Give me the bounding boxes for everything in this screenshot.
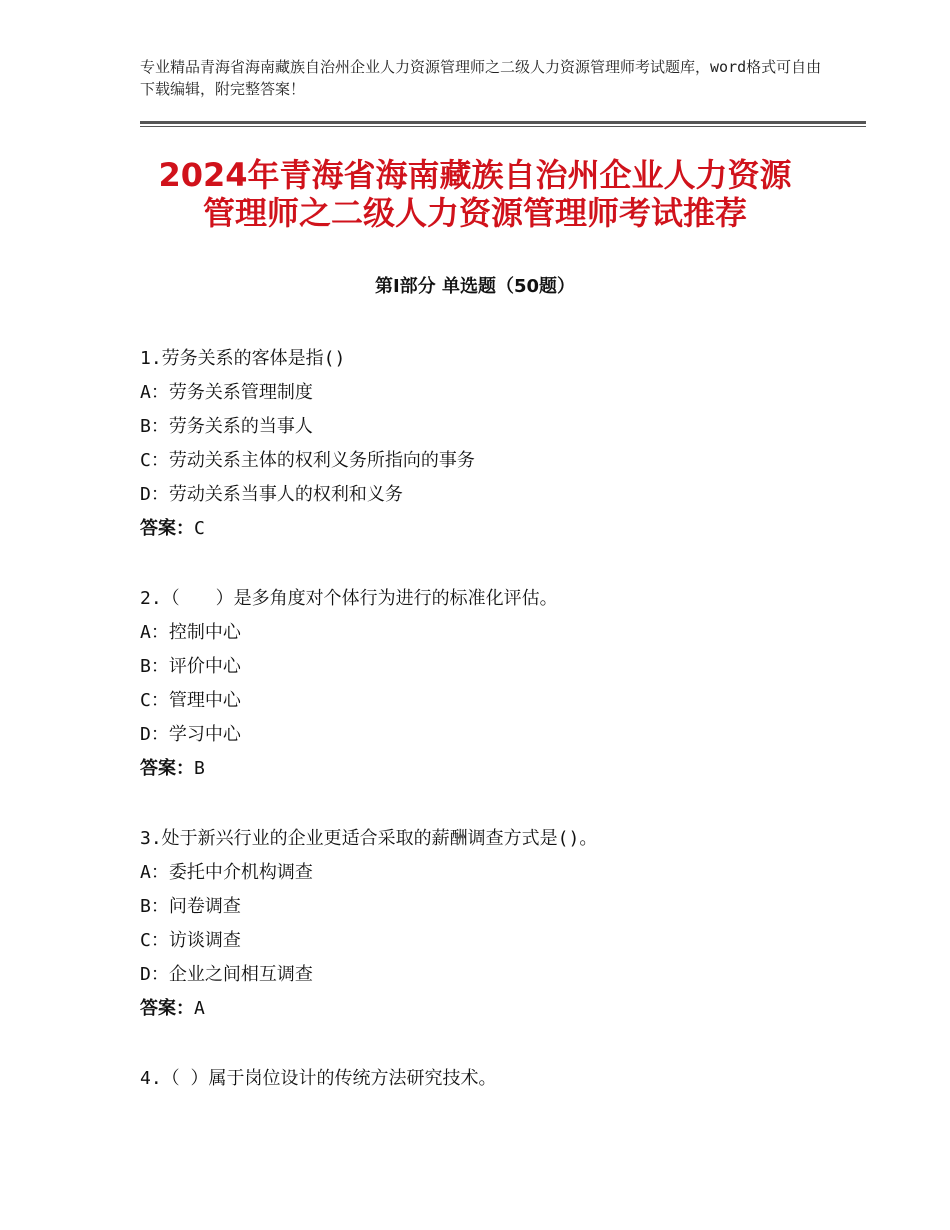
answer-value: C: [194, 518, 205, 539]
option-d: D：学习中心: [140, 724, 241, 745]
answer-label: 答案：: [140, 758, 194, 779]
question-stem: 1.劳务关系的客体是指(): [140, 348, 346, 369]
header-divider-thick: [140, 121, 866, 124]
question-4: [140, 1062, 860, 1096]
option-a: A：劳务关系管理制度: [140, 382, 313, 403]
question-list: [140, 342, 860, 1132]
question-stem: 3.处于新兴行业的企业更适合采取的薪酬调查方式是()。: [140, 828, 598, 849]
header-divider-thin: [140, 126, 866, 127]
option-d: D：劳动关系当事人的权利和义务: [140, 484, 403, 505]
question-2: [140, 582, 860, 786]
option-c: C：访谈调查: [140, 930, 241, 951]
header-note: 专业精品青海省海南藏族自治州企业人力资源管理师之二级人力资源管理师考试题库，word格式可自由下载编辑，附完整答案！: [140, 58, 822, 98]
question-3: [140, 822, 860, 1026]
question-1: [140, 342, 860, 546]
answer-line: [140, 752, 860, 786]
question-stem: 4.（ ）属于岗位设计的传统方法研究技术。: [140, 1068, 497, 1089]
document-title-line-2: 管理师之二级人力资源管理师考试推荐: [202, 194, 747, 232]
option-a: A：委托中介机构调查: [140, 862, 313, 883]
section-title: 第Ⅰ部分 单选题（50题）: [374, 276, 575, 297]
option-c: C：管理中心: [140, 690, 241, 711]
answer-line: [140, 992, 860, 1026]
answer-label: 答案：: [140, 518, 194, 539]
document-title: [100, 156, 850, 232]
document-title-line-1: 2024年青海省海南藏族自治州企业人力资源: [158, 156, 792, 194]
answer-label: 答案：: [140, 998, 194, 1019]
answer-value: A: [194, 998, 205, 1019]
answer-value: B: [194, 758, 205, 779]
option-b: B：评价中心: [140, 656, 241, 677]
option-b: B：问卷调查: [140, 896, 241, 917]
option-d: D：企业之间相互调查: [140, 964, 313, 985]
option-b: B：劳务关系的当事人: [140, 416, 313, 437]
option-c: C：劳动关系主体的权利义务所指向的事务: [140, 450, 475, 471]
option-a: A：控制中心: [140, 622, 241, 643]
question-stem: 2.（ ）是多角度对个体行为进行的标准化评估。: [140, 588, 558, 609]
answer-line: [140, 512, 860, 546]
